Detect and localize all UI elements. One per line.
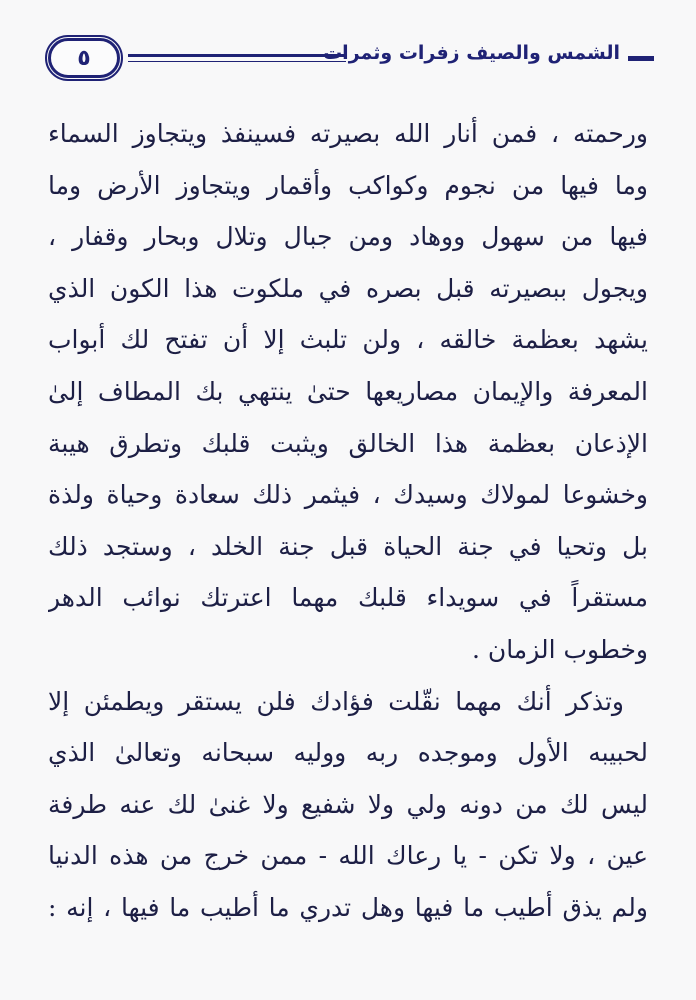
text-line-7: الإذعان بعظمة هذا الخالق ويثبت قلبك وتطرق هيبة	[48, 428, 648, 458]
header-rule-thin	[128, 61, 346, 62]
text-line-16: ولم يذق أطيب ما فيها وهل تدري ما أطيب ما فيها ، إنه :	[48, 892, 648, 922]
text-line-2: وما فيها من نجوم وكواكب وأقمار ويتجاوز الأرض وما	[48, 170, 648, 200]
text-line-15: عين ، ولا تكن - يا رعاك الله - ممن خرج من هذه الدنيا	[48, 841, 648, 871]
page-number-badge	[48, 38, 120, 78]
book-title: الشمس والصيف زفرات وثمرات	[323, 42, 620, 64]
header-rule	[128, 54, 346, 57]
text-line-9: بل وتحيا في جنة الحياة قبل جنة الخلد ، وستجد ذلك	[48, 531, 648, 561]
text-line-14: ليس لك من دونه ولي ولا شفيع ولا غنىٰ لك عنه طرفة	[48, 789, 648, 819]
text-line-12: وتذكر أنك مهما نقّلت فؤادك فلن يستقر ويطمئن إلا	[48, 686, 624, 716]
header-rule-right	[628, 56, 654, 61]
body-text	[48, 112, 648, 938]
text-line-5: يشهد بعظمة خالقه ، ولن تلبث إلا أن تفتح لك أبواب	[48, 325, 648, 355]
text-line-1: ورحمته ، فمن أنار الله بصيرته فسينفذ ويتجاوز السماء	[48, 119, 648, 148]
page-header	[48, 36, 654, 84]
text-line-8: وخشوعا لمولاك وسيدك ، فيثمر ذلك سعادة وحياة ولذة	[48, 480, 648, 510]
text-line-10: مستقراً في سويداء قلبك مهما اعترتك نوائب الدهر	[48, 583, 648, 613]
text-line-6: المعرفة والإيمان مصاريعها حتىٰ ينتهي بك المطاف إلىٰ	[48, 376, 648, 406]
text-line-13: لحبيبه الأول وموجده ربه ووليه سبحانه وتعالىٰ الذي	[48, 738, 648, 768]
page-number: ٥	[77, 46, 91, 71]
text-line-3: فيها من سهول ووهاد ومن جبال وتلال وبحار وقفار ،	[48, 222, 648, 252]
text-line-11: وخطوب الزمان .	[471, 634, 648, 664]
text-line-4: ويجول ببصيرته قبل بصره في ملكوت هذا الكون الذي	[48, 273, 648, 303]
